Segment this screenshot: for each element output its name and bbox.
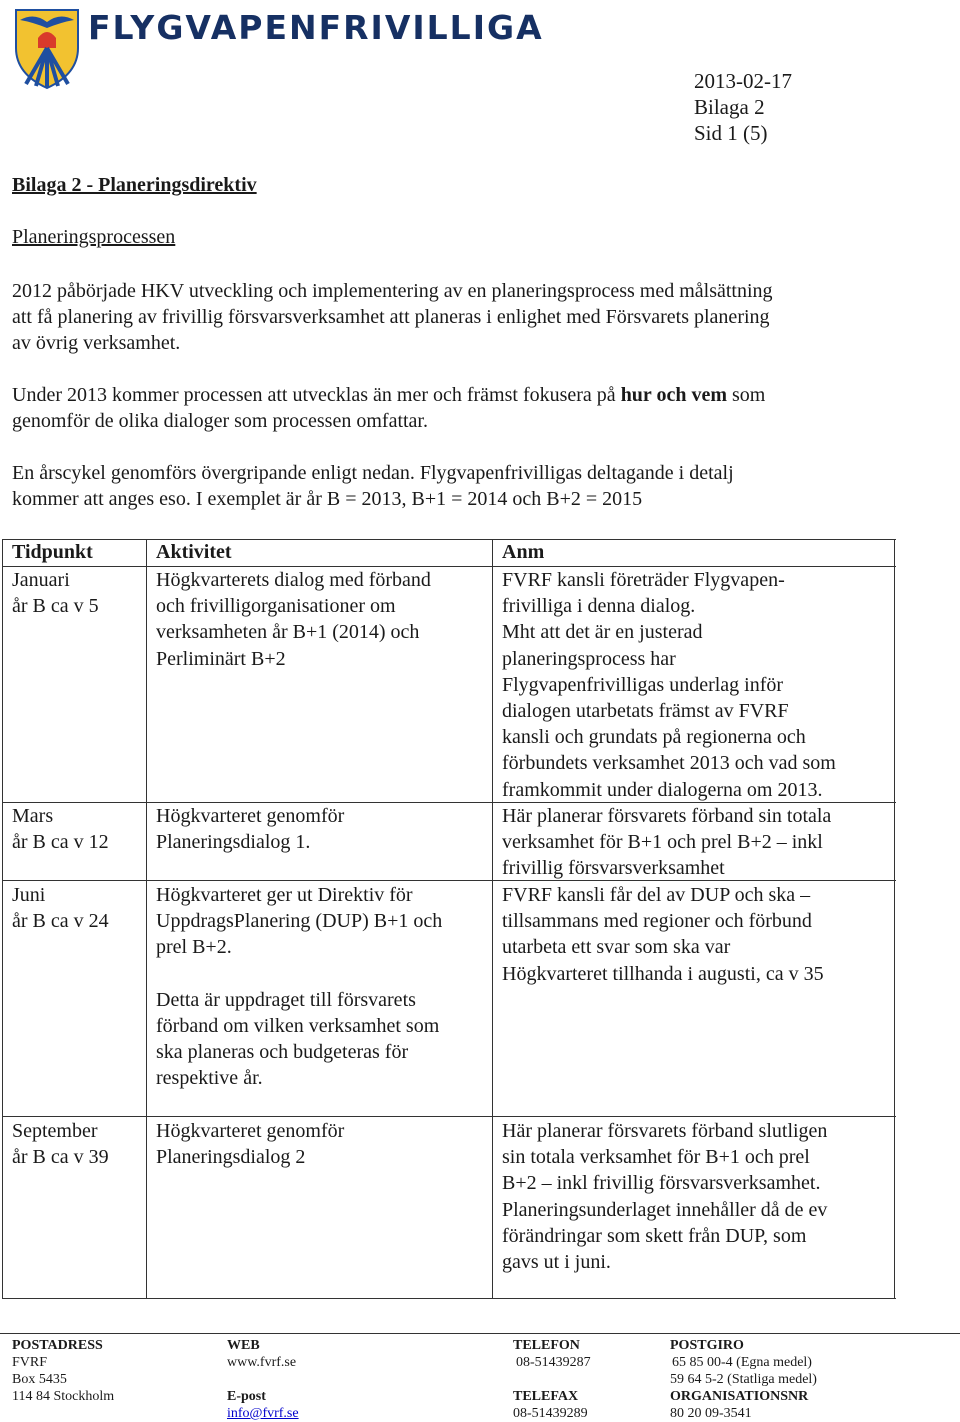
- paragraph-line: 2012 påbörjade HKV utveckling och implementering av en planeringsprocess med målsättning: [12, 280, 773, 302]
- cell-line: B+2 – inkl frivillig försvarsverksamhet.: [502, 1172, 821, 1195]
- cell-line: Mars: [12, 805, 54, 827]
- cell-line: och frivilligorganisationer om: [156, 595, 396, 618]
- cell-line: förbundets verksamhet 2013 och vad som: [502, 752, 836, 775]
- cell-line: prel B+2.: [156, 936, 232, 959]
- cell-line: dialogen utarbetats främst av FVRF: [502, 700, 789, 723]
- logo-emblem: [12, 4, 82, 90]
- footer-giro-label: POSTGIRO: [670, 1338, 744, 1353]
- table-cell-note: [502, 803, 831, 882]
- paragraph-line: att få planering av frivillig försvarsverksamhet att planeras i enlighet med Försvarets planering: [12, 306, 770, 328]
- cell-line: Planeringsunderlaget innehåller då de ev: [502, 1198, 828, 1221]
- table-border: [2, 539, 896, 540]
- footer-giro-line: 59 64 5-2 (Statliga medel): [670, 1372, 817, 1387]
- cell-line: Detta är uppdraget till försvarets: [156, 988, 416, 1011]
- text-run: Under 2013 kommer processen att utvecklas än mer och främst fokusera på: [12, 384, 621, 406]
- cell-line: Mht att det är en justerad: [502, 621, 703, 644]
- cell-line: frivilliga i denna dialog.: [502, 595, 696, 618]
- cell-line: Högkvarterets dialog med förband: [156, 569, 431, 591]
- cell-line: September: [12, 1120, 98, 1142]
- cell-line: verksamheten år B+1 (2014) och: [156, 621, 420, 644]
- cell-line: förband om vilken verksamhet som: [156, 1014, 440, 1037]
- cell-line: Här planerar försvarets förband slutligen: [502, 1120, 828, 1142]
- page-number: Sid 1 (5): [694, 121, 768, 145]
- cell-line: [156, 961, 442, 987]
- cell-line: FVRF kansli företräder Flygvapen-: [502, 569, 785, 591]
- cell-line: kansli och grundats på regionerna och: [502, 726, 806, 749]
- cell-line: framkommit under dialogerna om 2013.: [502, 778, 823, 801]
- org-name: FLYGVAPENFRIVILLIGA: [88, 8, 544, 47]
- cell-line: verksamhet för B+1 och prel B+2 – inkl: [502, 831, 823, 854]
- cell-line: Högkvarteret genomför: [156, 1120, 345, 1142]
- bold-text: hur och vem: [620, 384, 727, 406]
- table-cell-note: [502, 1118, 827, 1275]
- cell-line: planeringsprocess har: [502, 647, 676, 670]
- cell-line: ska planeras och budgeteras för: [156, 1041, 409, 1064]
- cell-line: Högkvarteret ger ut Direktiv för: [156, 884, 413, 906]
- paragraph-year-cycle: [12, 460, 912, 512]
- cell-line: Flygvapenfrivilligas underlag inför: [502, 673, 784, 696]
- footer-email-link[interactable]: [227, 1405, 299, 1422]
- cell-line: utarbeta ett svar som ska var: [502, 936, 731, 959]
- footer-giro-line: 65 85 00-4 (Egna medel): [672, 1355, 812, 1370]
- cell-line: år B ca v 24: [12, 910, 109, 933]
- paragraph-2013: [12, 382, 912, 434]
- paragraph-line: En årscykel genomförs övergripande enligt nedan. Flygvapenfrivilligas deltagande i detalj: [12, 462, 734, 484]
- cell-line: Planeringsdialog 1.: [156, 831, 311, 854]
- paragraph-line: av övrig verksamhet.: [12, 332, 181, 354]
- table-border: [2, 1116, 896, 1117]
- table-cell-note: [502, 567, 836, 803]
- footer-phone-label: TELEFON: [513, 1338, 580, 1353]
- cell-line: Högkvarteret tillhanda i augusti, ca v 35: [502, 962, 824, 985]
- table-cell-activity: [156, 567, 431, 672]
- footer-orgnr-label: ORGANISATIONSNR: [670, 1389, 809, 1404]
- table-header-note: Anm: [502, 541, 545, 563]
- cell-line: Högkvarteret genomför: [156, 805, 345, 827]
- footer-postal-line: FVRF: [12, 1355, 48, 1370]
- cell-line: år B ca v 5: [12, 595, 99, 618]
- cell-line: Här planerar försvarets förband sin totala: [502, 805, 832, 827]
- table-cell-activity: [156, 803, 344, 855]
- table-cell-time: [12, 882, 109, 934]
- footer-web-value: www.fvrf.se: [227, 1355, 297, 1370]
- footer-postal-line: 114 84 Stockholm: [12, 1389, 115, 1404]
- footer-divider: [0, 1333, 960, 1334]
- paragraph-intro: [12, 278, 912, 356]
- table-cell-time: [12, 567, 99, 619]
- footer-fax-value: 08-51439289: [513, 1406, 588, 1421]
- footer-phone-value: 08-51439287: [516, 1355, 591, 1370]
- footer-web-label: WEB: [227, 1338, 260, 1353]
- cell-line: gavs ut i juni.: [502, 1251, 611, 1274]
- cell-line: FVRF kansli får del av DUP och ska –: [502, 884, 811, 906]
- table-border: [2, 1298, 896, 1299]
- table-cell-time: [12, 1118, 109, 1170]
- table-cell-time: [12, 803, 109, 855]
- table-cell-activity: [156, 1118, 344, 1170]
- footer-postal-label: POSTADRESS: [12, 1338, 103, 1353]
- cell-line: tillsammans med regioner och förbund: [502, 910, 812, 933]
- cell-line: år B ca v 12: [12, 831, 109, 854]
- cell-line: respektive år.: [156, 1067, 263, 1090]
- table-border: [2, 539, 3, 1299]
- attachment-label: Bilaga 2: [694, 95, 765, 119]
- cell-line: sin totala verksamhet för B+1 och prel: [502, 1146, 810, 1169]
- cell-line: Januari: [12, 569, 70, 591]
- table-border: [146, 539, 147, 1299]
- text-run: som: [727, 384, 766, 406]
- cell-line: förändringar som skett från DUP, som: [502, 1224, 807, 1247]
- table-border: [492, 539, 493, 1299]
- document-title: Bilaga 2 - Planeringsdirektiv: [12, 174, 257, 196]
- table-cell-note: [502, 882, 824, 987]
- footer-postal-line: Box 5435: [12, 1372, 67, 1387]
- table-header-activity: Aktivitet: [156, 541, 232, 563]
- cell-line: år B ca v 39: [12, 1146, 109, 1169]
- email-link[interactable]: info@fvrf.se: [227, 1406, 299, 1421]
- footer-orgnr-value: 80 20 09-3541: [670, 1406, 752, 1421]
- section-title: Planeringsprocessen: [12, 226, 176, 248]
- table-cell-activity: [156, 882, 442, 1091]
- cell-line: frivillig försvarsverksamhet: [502, 857, 725, 880]
- document-meta: [694, 68, 792, 146]
- cell-line: UppdragsPlanering (DUP) B+1 och: [156, 910, 443, 933]
- document-date: 2013-02-17: [694, 69, 792, 93]
- cell-line: Perliminärt B+2: [156, 647, 286, 670]
- table-header-time: Tidpunkt: [12, 541, 93, 563]
- paragraph-line: kommer att anges eso. I exemplet är år B = 2013, B+1 = 2014 och B+2 = 2015: [12, 488, 643, 510]
- paragraph-line: genomför de olika dialoger som processen omfattar.: [12, 410, 428, 432]
- footer-email-label: E-post: [227, 1389, 266, 1404]
- cell-line: Juni: [12, 884, 46, 906]
- cell-line: Planeringsdialog 2: [156, 1146, 306, 1169]
- paragraph-line: [12, 382, 912, 408]
- table-border: [894, 539, 895, 1299]
- footer-fax-label: TELEFAX: [513, 1389, 579, 1404]
